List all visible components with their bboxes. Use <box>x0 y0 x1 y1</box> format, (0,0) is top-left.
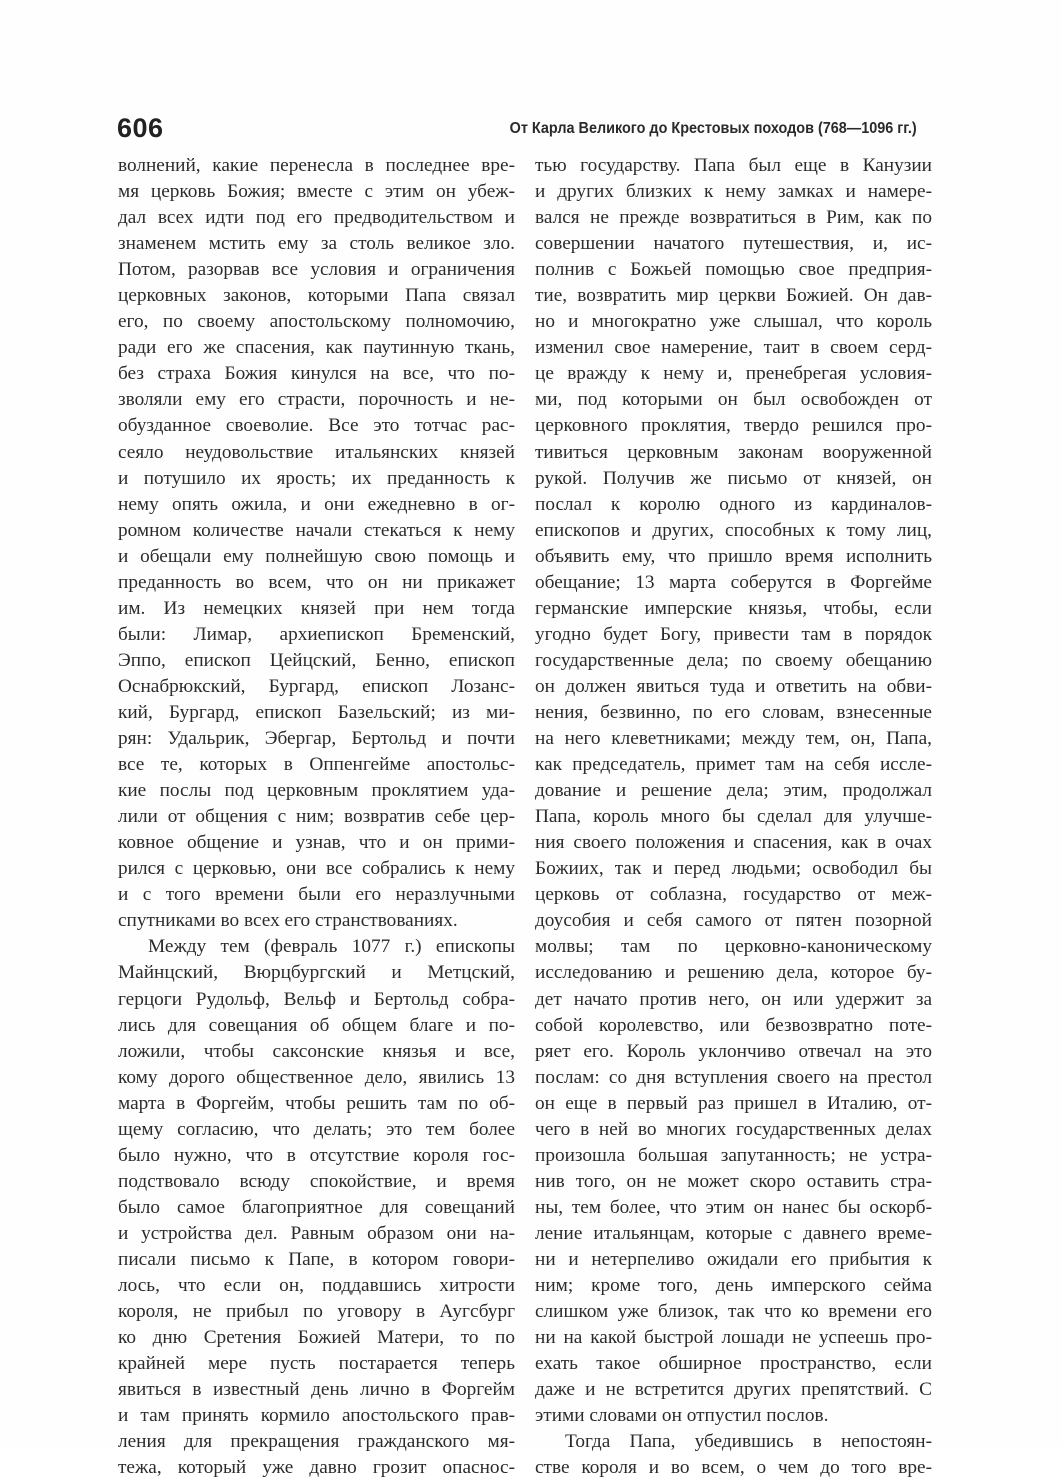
text-line: ны, тем более, что этим он нанес бы оскорб- <box>535 1196 932 1218</box>
text-line: рян: Удальрик, Эбергар, Бертольд и почти <box>118 728 515 750</box>
text-line: ложили, чтобы саксонские князья и все, <box>118 1040 515 1062</box>
text-line: и устройства дел. Равным образом они на- <box>118 1222 515 1244</box>
running-head <box>117 113 917 145</box>
text-line: щему согласию, что делать; это тем более <box>118 1118 515 1140</box>
text-line: церковь от соблазна, государство от меж- <box>535 884 932 906</box>
text-line: на него клеветниками; между тем, он, Папа, <box>535 728 932 750</box>
text-line: даже и не встретится других препятствий. С <box>535 1379 932 1401</box>
text-line: послам: со дня вступления своего на престол <box>535 1066 932 1088</box>
text-line: ним; кроме того, день имперского сейма <box>535 1275 932 1297</box>
text-line: явиться в известный день лично в Форгейм <box>118 1379 515 1401</box>
text-line: и там принять кормило апостольского прав- <box>118 1405 515 1427</box>
text-line: дование и решение дела; этим, продолжал <box>535 780 932 802</box>
text-line: угодно будет Богу, привести там в порядок <box>535 623 932 645</box>
text-line: крайней мере пусть постарается теперь <box>118 1353 515 1375</box>
text-line: ни и нетерпеливо ожидали его прибытия к <box>535 1248 932 1270</box>
text-line: волнений, какие перенесла в последнее вре- <box>118 155 515 176</box>
text-line: герцоги Рудольф, Вельф и Бертольд собра- <box>118 988 515 1010</box>
text-line: совершении начатого путешествия, и, ис- <box>535 233 932 255</box>
text-line: ради его же спасения, как паутинную ткань, <box>118 337 515 359</box>
text-line: тью государству. Папа был еще в Канузии <box>535 155 932 176</box>
text-line: преданность во всем, что он ни прикажет <box>118 571 515 593</box>
text-line: Майнцский, Вюрцбургский и Метцский, <box>118 962 515 984</box>
text-line: чего в ней во многих государственных делах <box>535 1118 932 1140</box>
text-line: обузданное своеволие. Все это тотчас рас- <box>118 415 515 437</box>
text-line: лись для совещания об общем благе и по- <box>118 1014 515 1036</box>
text-line: этими словами он отпустил послов. <box>535 1405 829 1427</box>
text-line: дет начато против него, он или удержит за <box>535 988 932 1010</box>
text-line: слишком уже близок, так что ко времени его <box>535 1301 932 1323</box>
text-line: тивиться церковным законам вооруженной <box>535 441 932 463</box>
text-line: он еще в первый раз пришел в Италию, от- <box>535 1092 932 1114</box>
text-line: полнив с Божьей помощью свое предприя- <box>535 259 932 281</box>
text-line: стве короля и во всем, о чем до того вре- <box>535 1457 932 1479</box>
text-line: как председатель, примет там на себя иссле- <box>535 754 932 776</box>
text-line: писали письмо к Папе, в котором говори- <box>118 1248 515 1270</box>
text-line: знаменем мстить ему за столь великое зло. <box>118 233 515 255</box>
text-line: тежа, который уже давно грозит опаснос- <box>118 1457 515 1479</box>
text-column-left <box>118 153 515 1481</box>
text-line: Божиих, так и перед людьми; освободил бы <box>535 858 932 880</box>
text-line: нив того, он не может скоро оставить стра- <box>535 1170 932 1192</box>
text-line: ко дню Сретения Божией Матери, то по <box>118 1327 515 1349</box>
text-line: произошла большая запутанность; не устра- <box>535 1144 932 1166</box>
text-line: и потушило их ярость; их преданность к <box>118 467 515 489</box>
text-line: короля, не прибыл по уговору в Аугсбург <box>118 1301 515 1323</box>
text-line: рился с церковью, они все собрались к нему <box>118 858 515 880</box>
text-line: Эппо, епископ Цейцский, Бенно, епископ <box>118 649 515 671</box>
text-line: подствовало всюду спокойствие, и время <box>118 1170 515 1192</box>
text-line: собой королевство, или безвозвратно поте- <box>535 1014 932 1036</box>
text-line: тие, возвратить мир церкви Божией. Он дав- <box>535 285 932 307</box>
page-number: 606 <box>117 113 164 143</box>
text-line: объявить ему, что пришло время исполнить <box>535 545 932 567</box>
text-line: исследованию и решению дела, которое бу- <box>535 962 932 984</box>
text-line: ромном количестве начали стекаться к нему <box>118 519 515 541</box>
text-line: нему опять ожила, и они ежедневно в ог- <box>118 493 515 515</box>
text-line: было нужно, что в отсутствие короля гос- <box>118 1144 515 1166</box>
text-line: ния своего положения и спасения, как в очах <box>535 832 932 854</box>
text-line: было самое благоприятное для совещаний <box>118 1196 515 1218</box>
text-line: зволяли ему его страсти, порочность и не- <box>118 389 515 411</box>
text-line: Оснабрюкский, Бургард, епископ Лозанс- <box>118 675 515 697</box>
text-line: це вражду к нему и, пренебрегая условия- <box>535 363 932 385</box>
text-line: изменил свое намерение, таит в своем серд- <box>535 337 932 359</box>
text-line: но и многократно уже слышал, что король <box>535 311 932 333</box>
text-line: лили от общения с ним; возвратив себе цер- <box>118 806 515 828</box>
text-line: ковное общение и узнав, что и он прими- <box>118 832 515 854</box>
text-line: епископов и других, способных к тому лиц, <box>535 519 932 541</box>
text-line: и обещали ему полнейшую свою помощь и <box>118 545 515 567</box>
text-line: он должен явиться туда и ответить на обви- <box>535 675 932 697</box>
text-line: лось, что если он, поддавшись хитрости <box>118 1275 515 1297</box>
text-line: ми, под которыми он был освобожден от <box>535 389 932 411</box>
text-line: ехать такое обширное пространство, если <box>535 1353 932 1375</box>
text-line: марта в Форгейм, чтобы решить там по об- <box>118 1092 515 1114</box>
text-line: ления для прекращения гражданского мя- <box>118 1431 515 1453</box>
text-line: мя церковь Божия; вместе с этим он убеж- <box>118 181 515 203</box>
text-line: им. Из немецких князей при нем тогда <box>118 597 515 619</box>
text-line: сеяло неудовольствие итальянских князей <box>118 441 515 463</box>
text-line: молвы; там по церковно-каноническому <box>535 936 932 958</box>
text-line: вался не прежде возвратиться в Рим, как по <box>535 207 932 229</box>
text-line: и других близких к нему замках и намере- <box>535 181 932 203</box>
text-line: Тогда Папа, убедившись в непостоян- <box>565 1431 932 1453</box>
text-line: кие послы под церковным проклятием уда- <box>118 780 515 802</box>
text-line: кому дорого общественное дело, явились 13 <box>118 1066 515 1088</box>
text-line: доусобия и себя самого от пятен позорной <box>535 910 932 932</box>
text-line: Между тем (февраль 1077 г.) епископы <box>148 936 515 958</box>
text-line: обещание; 13 марта соберутся в Форгейме <box>535 571 932 593</box>
text-line: Папа, король много бы сделал для улучше- <box>535 806 932 828</box>
text-line: послал к королю одного из кардиналов- <box>535 493 932 515</box>
text-line: государственные дела; по своему обещанию <box>535 649 932 671</box>
text-line: и с того времени были его неразлучными <box>118 884 515 906</box>
text-line: без страха Божия кинулся на все, что по- <box>118 363 515 385</box>
text-line: ряет его. Король уклончиво отвечал на это <box>535 1040 932 1062</box>
text-line: церковного проклятия, твердо решился про- <box>535 415 932 437</box>
chapter-title: От Карла Великого до Крестовых походов (768—1096 гг.) <box>509 120 917 137</box>
text-line: спутниками во всех его странствованиях. <box>118 910 458 932</box>
text-line: были: Лимар, архиепископ Бременский, <box>118 623 515 645</box>
text-line: нения, безвинно, по его словам, взнесенные <box>535 701 932 723</box>
text-line: церковных законов, которыми Папа связал <box>118 285 515 307</box>
text-line: ление итальянцам, которые с давнего време- <box>535 1222 932 1244</box>
text-line: ни на какой быстрой лошади не успеешь про- <box>535 1327 932 1349</box>
text-line: дал всех идти под его предводительством и <box>118 207 515 229</box>
text-line: германские имперские князья, чтобы, если <box>535 597 932 619</box>
text-line: кий, Бургард, епископ Базельский; из ми- <box>118 701 515 723</box>
text-line: его, по своему апостольскому полномочию, <box>118 311 515 333</box>
text-column-right <box>535 153 932 1481</box>
text-line: рукой. Получив же письмо от князей, он <box>535 467 932 489</box>
text-line: Потом, разорвав все условия и ограничения <box>118 259 515 281</box>
text-line: все те, которых в Оппенгейме апостольс- <box>118 754 515 776</box>
